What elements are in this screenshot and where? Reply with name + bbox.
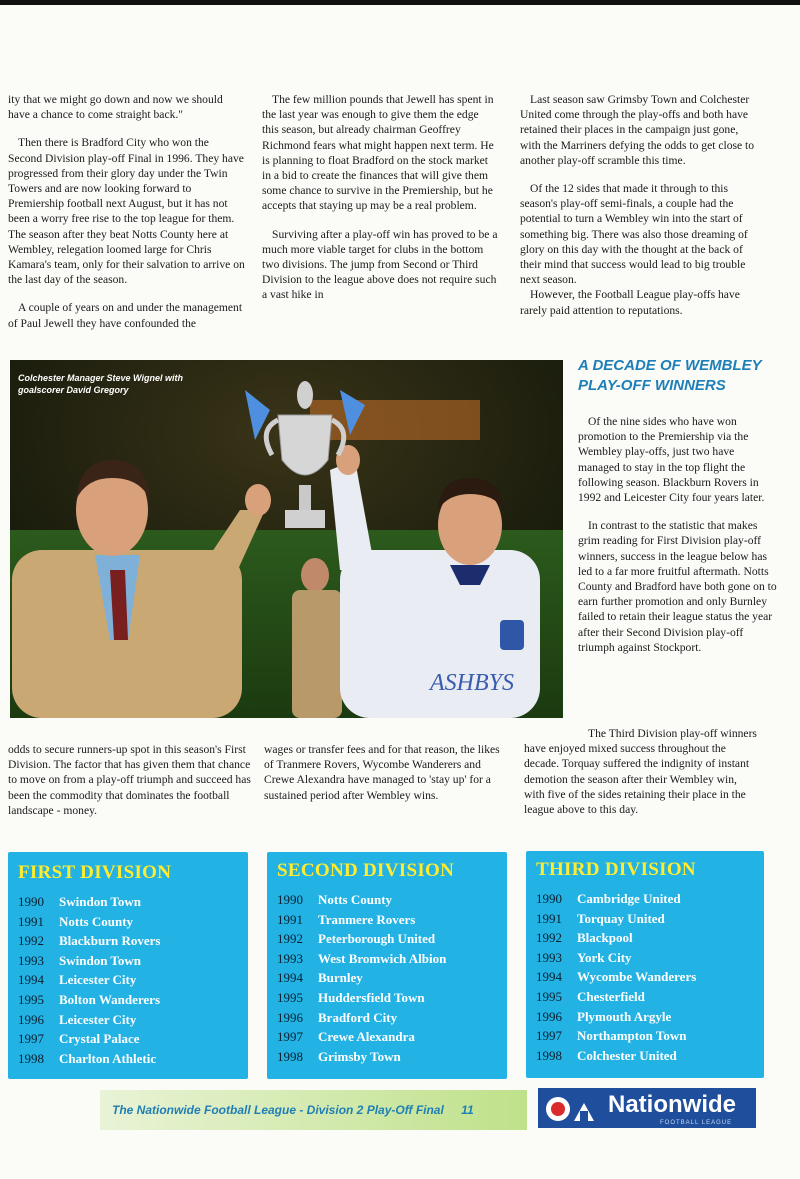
row-year: 1998 (536, 1047, 562, 1063)
table-row (18, 933, 160, 949)
third-division-box (526, 851, 764, 1078)
table-row (536, 1048, 677, 1064)
table-row (277, 970, 363, 986)
row-team: Cambridge United (577, 891, 681, 906)
box-title: THIRD DIVISION (536, 859, 696, 880)
paragraph: Of the 12 sides that made it through to this season's play-off semi-finals, a couple had the potential to turn a Wembley win into the start of something big. There was also those dreaming of glory on this day with the thought at the back of their mind that success would lead to big trouble next season. (520, 182, 748, 287)
row-team: Charlton Athletic (59, 1050, 157, 1066)
row-year: 1991 (277, 911, 303, 927)
box-title: FIRST DIVISION (18, 862, 172, 883)
row-team: Torquay United (577, 910, 665, 926)
league-crest-icon (544, 1093, 604, 1125)
table-row (18, 1012, 136, 1028)
row-team: Crewe Alexandra (318, 1029, 415, 1045)
row-year: 1993 (18, 952, 44, 968)
row-team: Swindon Town (59, 894, 142, 909)
table-row (18, 992, 160, 1008)
footer-league-text: The Nationwide Football League - Division 2 Play-Off Final (112, 1103, 444, 1117)
row-team: Northampton Town (577, 1028, 687, 1044)
table-row (18, 1051, 156, 1067)
table-row (277, 1049, 401, 1065)
sidebar-column (578, 414, 778, 668)
row-team: Swindon Town (59, 952, 142, 968)
page-number: 11 (461, 1103, 474, 1117)
table-row (536, 891, 681, 907)
table-row (277, 931, 435, 947)
photo-caption: Colchester Manager Steve Wignel with goalscorer David Gregory (18, 373, 183, 395)
row-year: 1996 (277, 1009, 303, 1025)
paragraph: In contrast to the statistic that makes grim reading for First Division play-off winners, success in the league below has led to a far more fruitful aftermath. Notts County and Bradford have both gone on to earn further promotion and only Burnley failed to retain their league status the year after their Second Division play-off triumph against Stockport. (578, 519, 777, 654)
paragraph: The Third Division play-off winners have enjoyed mixed success throughout the decade. Torquay suffered the indignity of instant demotion the season after their Wembley win, with five of the sides retaining their place in the league above to this day. (524, 727, 757, 817)
row-team: Wycombe Wanderers (577, 969, 697, 985)
row-year: 1996 (536, 1008, 562, 1024)
second-division-box (267, 852, 507, 1079)
row-team: Plymouth Argyle (577, 1008, 672, 1024)
row-team: Colchester United (577, 1047, 677, 1063)
row-team: Chesterfield (577, 989, 645, 1004)
lower-column-2 (264, 742, 508, 816)
row-year: 1993 (536, 949, 562, 965)
table-row (536, 930, 633, 946)
row-year: 1992 (18, 933, 44, 949)
row-year: 1994 (18, 972, 44, 988)
table-row (277, 951, 446, 967)
footer-title (112, 1103, 474, 1117)
table-row (536, 1028, 686, 1044)
table-row (536, 911, 665, 927)
row-team: Burnley (318, 970, 363, 986)
row-year: 1992 (277, 931, 303, 947)
row-team: Tranmere Rovers (318, 911, 416, 927)
paragraph: A couple of years on and under the management of Paul Jewell they have confounded the (8, 301, 243, 330)
table-row (536, 1009, 671, 1025)
row-team: Huddersfield Town (318, 990, 425, 1005)
row-year: 1998 (277, 1048, 303, 1064)
paragraph: ity that we might go down and now we should have a chance to come straight back." (8, 93, 223, 122)
article-column-1 (8, 92, 245, 344)
row-year: 1990 (277, 892, 303, 907)
box-title: SECOND DIVISION (277, 860, 455, 881)
article-column-3 (520, 92, 760, 331)
table-row (536, 950, 632, 966)
row-year: 1994 (536, 969, 562, 985)
paragraph: The few million pounds that Jewell has spent in the last year was enough to give them the edge this season, but already chairman Geoffrey Richmond fears what might happen next term. He is planning to float Bradford on the stock market in a bid to create the finances that will give them some chance to survive in the Premiership, but he accepts that staying up may be a real problem. (262, 93, 494, 213)
row-year: 1994 (277, 970, 303, 986)
first-division-box (8, 852, 248, 1079)
row-team: Grimsby Town (318, 1048, 401, 1064)
logo-text: Nationwide (608, 1091, 737, 1118)
row-team: York City (577, 949, 632, 965)
page-top-rule (0, 0, 800, 5)
row-year: 1998 (18, 1050, 44, 1066)
row-team: West Bromwich Albion (318, 950, 447, 966)
article-column-2 (262, 92, 498, 316)
row-year: 1997 (18, 1031, 44, 1047)
lower-column-3 (524, 726, 760, 830)
paragraph: odds to secure runners-up spot in this season's First Division. The factor that has given them that chance to move on from a play-off triumph and succeed has been the commodity that dominates the football landscape - money. (8, 743, 251, 817)
row-team: Notts County (318, 892, 393, 907)
paragraph: wages or transfer fees and for that reason, the likes of Tranmere Rovers, Wycombe Wanderers and Crewe Alexandra have managed to 'stay up' for a sustained period after Wembley wins. (264, 743, 500, 802)
row-year: 1996 (18, 1011, 44, 1027)
paragraph: Last season saw Grimsby Town and Colchester United come through the play-offs and both have retained their places in the campaign just gone, with the Marriners defying the odds to get close to another play-off scramble this time. (520, 93, 755, 167)
club-crest (500, 620, 524, 650)
paragraph: Surviving after a play-off win has proved to be a much more viable target for clubs in the bottom two divisions. The jump from Second or Third Division to the league above does not require such a vast hike in (262, 227, 498, 302)
row-team: Bolton Wanderers (59, 992, 161, 1007)
paragraph: However, the Football League play-offs have rarely paid attention to reputations. (520, 288, 740, 317)
table-row (536, 989, 645, 1005)
row-year: 1991 (18, 913, 44, 929)
row-team: Leicester City (59, 972, 137, 988)
table-row (277, 912, 415, 928)
row-team: Crystal Palace (59, 1031, 140, 1047)
row-year: 1991 (536, 910, 562, 926)
table-row (277, 892, 392, 908)
row-team: Peterborough United (318, 931, 436, 947)
row-year: 1995 (536, 989, 562, 1004)
table-row (536, 969, 696, 985)
paragraph: Then there is Bradford City who won the Second Division play-off Final in 1996. They have progressed from their glory day under the Twin Towers and are now looking forward to Premiership football next August, but it has not been a worry free rise to the top league for them. The season after they beat Notts County here at Wembley, relegation loomed large for Chris Kamara's team, only for their salvation to arrive on the last day of the season. (8, 136, 245, 287)
table-row (18, 953, 141, 969)
table-row (18, 1031, 140, 1047)
row-year: 1990 (18, 894, 44, 909)
row-team: Bradford City (318, 1009, 398, 1025)
row-year: 1997 (277, 1029, 303, 1045)
table-row (277, 1010, 397, 1026)
lower-column-1 (8, 742, 253, 831)
row-team: Notts County (59, 913, 134, 929)
row-team: Leicester City (59, 1011, 137, 1027)
table-row (18, 972, 136, 988)
sidebar-heading: A DECADE OF WEMBLEY PLAY-OFF WINNERS (578, 357, 762, 394)
row-year: 1993 (277, 950, 303, 966)
shirt-sponsor-text: ASHBYS (430, 670, 514, 696)
table-row (18, 914, 133, 930)
row-year: 1995 (277, 990, 303, 1005)
row-year: 1997 (536, 1028, 562, 1044)
paragraph: Of the nine sides who have won promotion to the Premiership via the Wembley play-offs, just two have managed to stay in the top flight the following season. Blackburn Rovers in 1992 and Leicester City four years later. (578, 415, 765, 505)
table-row (277, 990, 425, 1006)
row-year: 1995 (18, 992, 44, 1007)
row-year: 1990 (536, 891, 562, 906)
row-team: Blackpool (577, 930, 633, 946)
table-row (277, 1029, 415, 1045)
photo-illustration (10, 360, 563, 718)
celebration-photo (10, 360, 563, 718)
logo-subtext: FOOTBALL LEAGUE (660, 1120, 733, 1126)
row-year: 1992 (536, 930, 562, 946)
row-team: Blackburn Rovers (59, 933, 161, 949)
table-row (18, 894, 141, 910)
